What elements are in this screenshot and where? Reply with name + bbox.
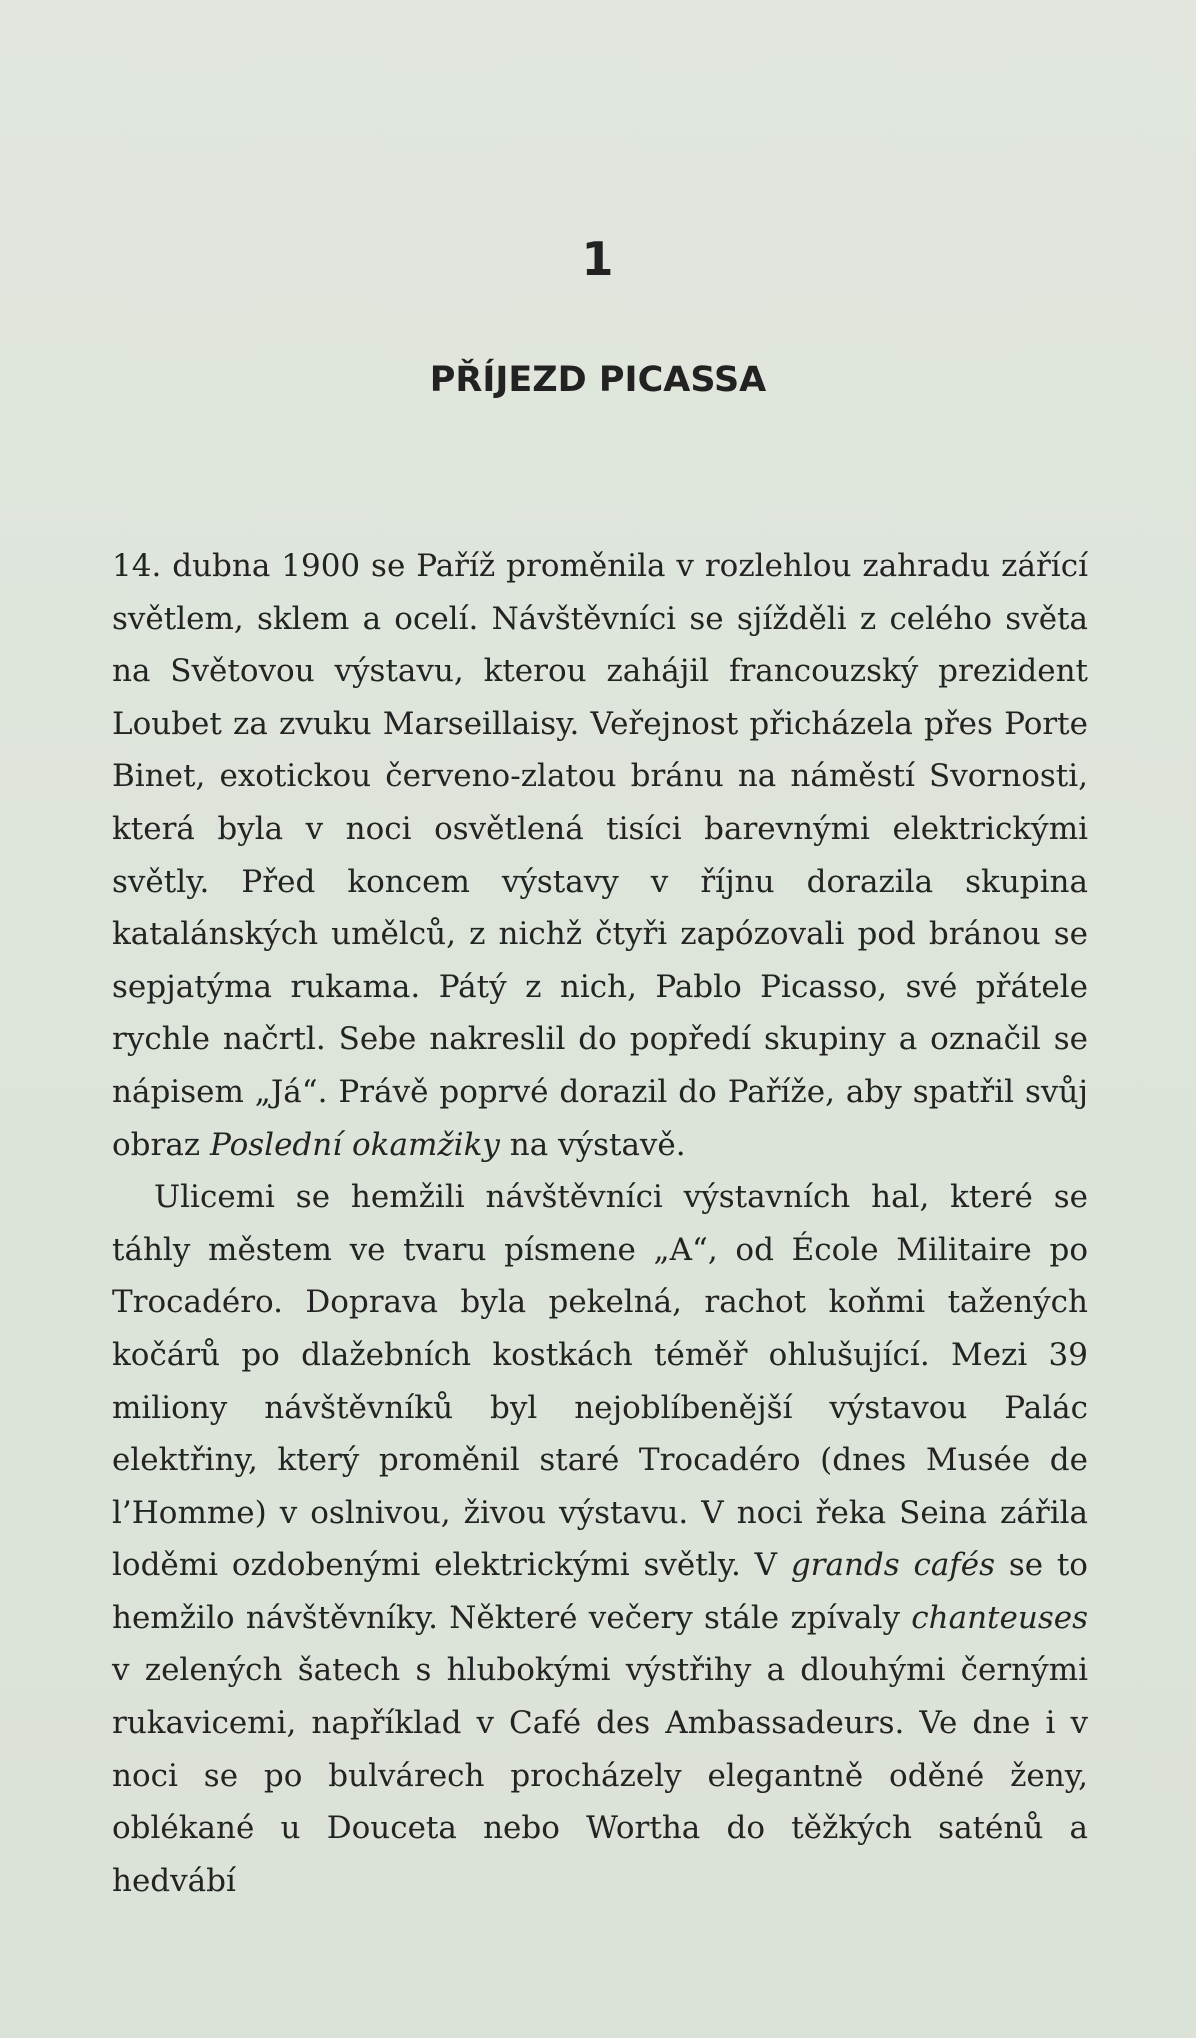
chapter-title: PŘÍJEZD PICASSA xyxy=(429,360,767,400)
paragraph-1 xyxy=(112,540,1088,1171)
paragraph-1-italic-title: Poslední okamžiky xyxy=(210,1126,500,1163)
chapter-number: 1 xyxy=(581,232,615,286)
paragraph-1-text: 14. dubna 1900 se Paříž proměnila v rozlehlou zahradu zářící světlem, sklem a ocelí. Návštěvníci se sjížděli z celého světa na Světovou výstavu, kterou zahájil francouzský prezident Loubet za zvuku Marseillaisy. Veřejnost přicházela přes Porte Binet, exotickou červeno-zlatou bránu na náměstí Svornosti, která byla v noci osvětlená tisíci barevnými elektrickými světly. Před koncem výstavy v říjnu dorazila skupina katalánských umělců, z nichž čtyři zapózovali pod bránou se sepjatýma rukama. Pátý z nich, Pablo Picasso, své přátele rychle načrtl. Sebe nakreslil do popředí skupiny a označil se nápisem „Já“. Právě poprvé dorazil do Paříže, aby spatřil svůj obraz xyxy=(112,548,1088,1163)
chapter-body xyxy=(112,540,1088,1907)
paragraph-2-text: Ulicemi se hemžili návštěvníci výstavních hal, které se táhly městem ve tvaru písmene „A“, od École Militaire po Trocadéro. Doprava byla pekelná, rachot koňmi tažených kočárů po dlažebních kostkách téměř ohlušující. Mezi 39 miliony návštěvníků byl nejoblíbenější výstavou Palác elektřiny, který proměnil staré Trocadéro (dnes Musée de l’Homme) v oslnivou, živou výstavu. V noci řeka Seina zářila loděmi ozdobenými elektrickými světly. V xyxy=(112,1179,1088,1584)
paragraph-2 xyxy=(112,1171,1088,1907)
paragraph-2-text-middle: se to hemžilo návštěvníky. Některé večery stále zpívaly xyxy=(112,1547,1088,1636)
paragraph-1-text-end: na výstavě. xyxy=(499,1126,686,1163)
paragraph-2-italic-term-2: chanteuses xyxy=(911,1599,1088,1636)
paragraph-2-italic-term-1: grands cafés xyxy=(790,1547,996,1584)
paragraph-2-text-end: v zelených šatech s hlubokými výstřihy a dlouhými černými rukavicemi, například v Café des Ambassadeurs. Ve dne i v noci se po bulvárech procházely elegantně oděné ženy, oblékané u Douceta nebo Wortha do těžkých saténů a hedvábí xyxy=(112,1652,1088,1899)
